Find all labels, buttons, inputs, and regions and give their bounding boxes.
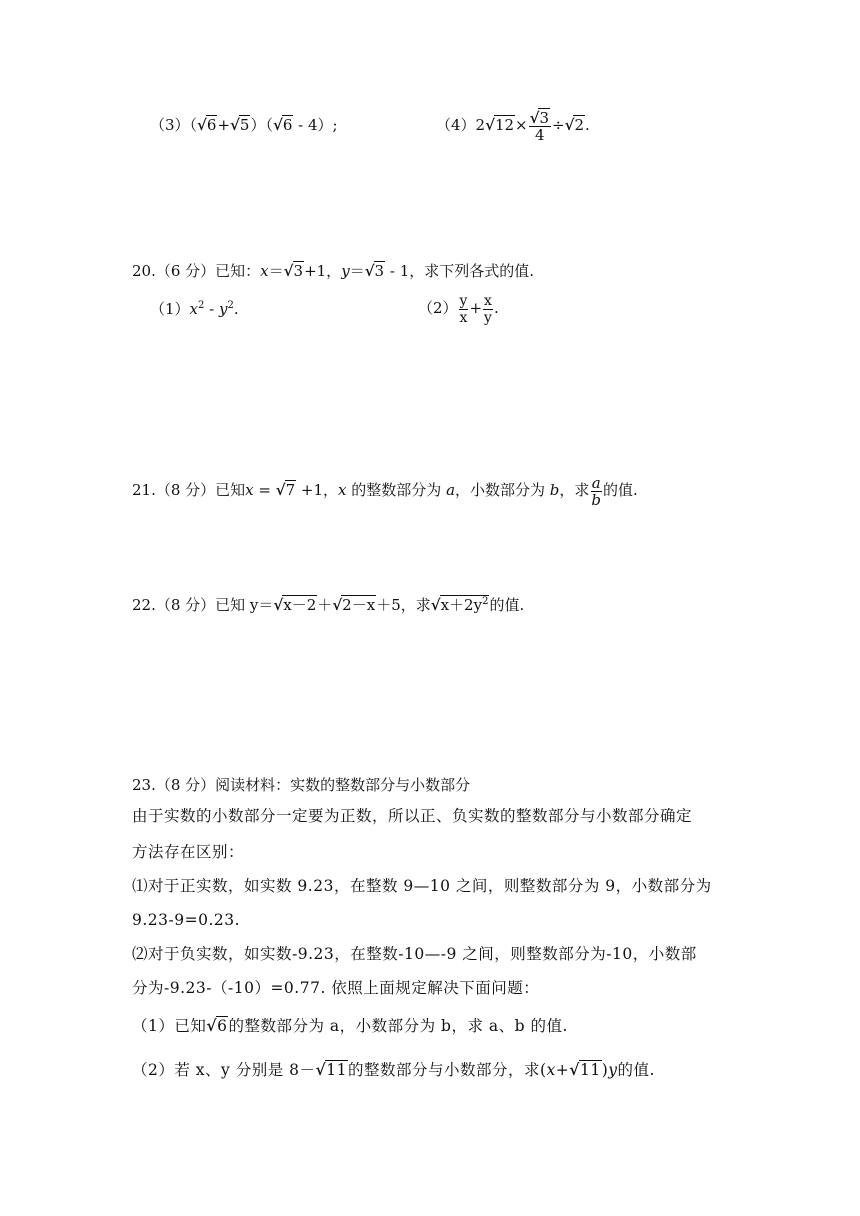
sqrt-x-minus-2: √x－2	[273, 596, 317, 614]
sqrt-11: √11	[569, 1060, 601, 1079]
sqrt-6: √6	[197, 116, 217, 134]
q20-part1: $(1)x^2 - y^2$.	[150, 300, 239, 318]
q23-part1: （1）已知√6的整数部分为 a，小数部分为 b，求 a、b 的值.	[132, 1016, 568, 1035]
q20-statement: 20.（6 分）已知：x＝√3+1，y＝√3 - 1，求下列各式的值.	[132, 262, 535, 280]
sqrt-7: √7	[275, 481, 296, 499]
fraction-sqrt3-over-4: $\frac{√3}{4}$	[529, 108, 550, 144]
sqrt-6: √6	[272, 116, 293, 134]
q23-line-2: 方法存在区别：	[132, 843, 245, 861]
q23-line-3: ⑴对于正实数，如实数 9.23，在整数 9—10 之间，则整数部分为 9，小数部分为	[132, 877, 712, 895]
fraction-a-over-b: $\frac{a}{b}$	[591, 473, 602, 509]
q23-line-5: ⑵对于负实数，如实数-9.23，在整数-10—-9 之间，则整数部分为-10，小数部	[132, 945, 697, 963]
q19-part4: （4）2√12× $\frac{√3}{4}$ ÷√2.	[436, 106, 590, 144]
sqrt-x-plus-2y-squared: $√x+2y^2$	[430, 596, 489, 614]
sqrt-12: √12	[485, 116, 515, 134]
q21-statement: 21.（8 分）已知x = √7 +1，x 的整数部分为 a，小数部分为 b，求 $\frac{a}{b}$ 的值.	[132, 473, 638, 509]
fraction-y-over-x: $\frac{y}{x}$	[459, 292, 468, 326]
sqrt-2: √2	[564, 116, 585, 134]
q23-line-6: 分为-9.23-（-10）=0.77. 依照上面规定解决下面问题：	[132, 979, 540, 997]
q23-line-4: 9.23-9=0.23.	[132, 911, 241, 929]
sqrt-2-minus-x: √2－x	[332, 596, 376, 614]
sqrt-3: √3	[364, 262, 385, 280]
q23-line-1: 由于实数的小数部分一定要为正数，所以正、负实数的整数部分与小数部分确定	[132, 807, 693, 825]
sqrt-6: √6	[206, 1016, 228, 1035]
sqrt-11: √11	[315, 1060, 347, 1079]
q23-part2: （2）若 x、y 分别是 8－√11的整数部分与小数部分，求(x+√11)y的值.	[132, 1060, 655, 1079]
q20-part2: （2） $\frac{y}{x}$ + $\frac{x}{y}$ .	[418, 292, 499, 326]
q19-part3: （3）（√6+√5）（√6 - 4）;	[150, 116, 338, 134]
sqrt-3: √3	[283, 262, 304, 280]
q22-statement: 22.（8 分）已知 y＝√x－2＋√2－x＋5，求$√x+2y^2$的值.	[132, 592, 524, 615]
q23-heading: 23.（8 分）阅读材料：实数的整数部分与小数部分	[132, 776, 471, 794]
fraction-x-over-y: $\frac{x}{y}$	[484, 292, 492, 326]
sqrt-5: √5	[230, 116, 250, 134]
